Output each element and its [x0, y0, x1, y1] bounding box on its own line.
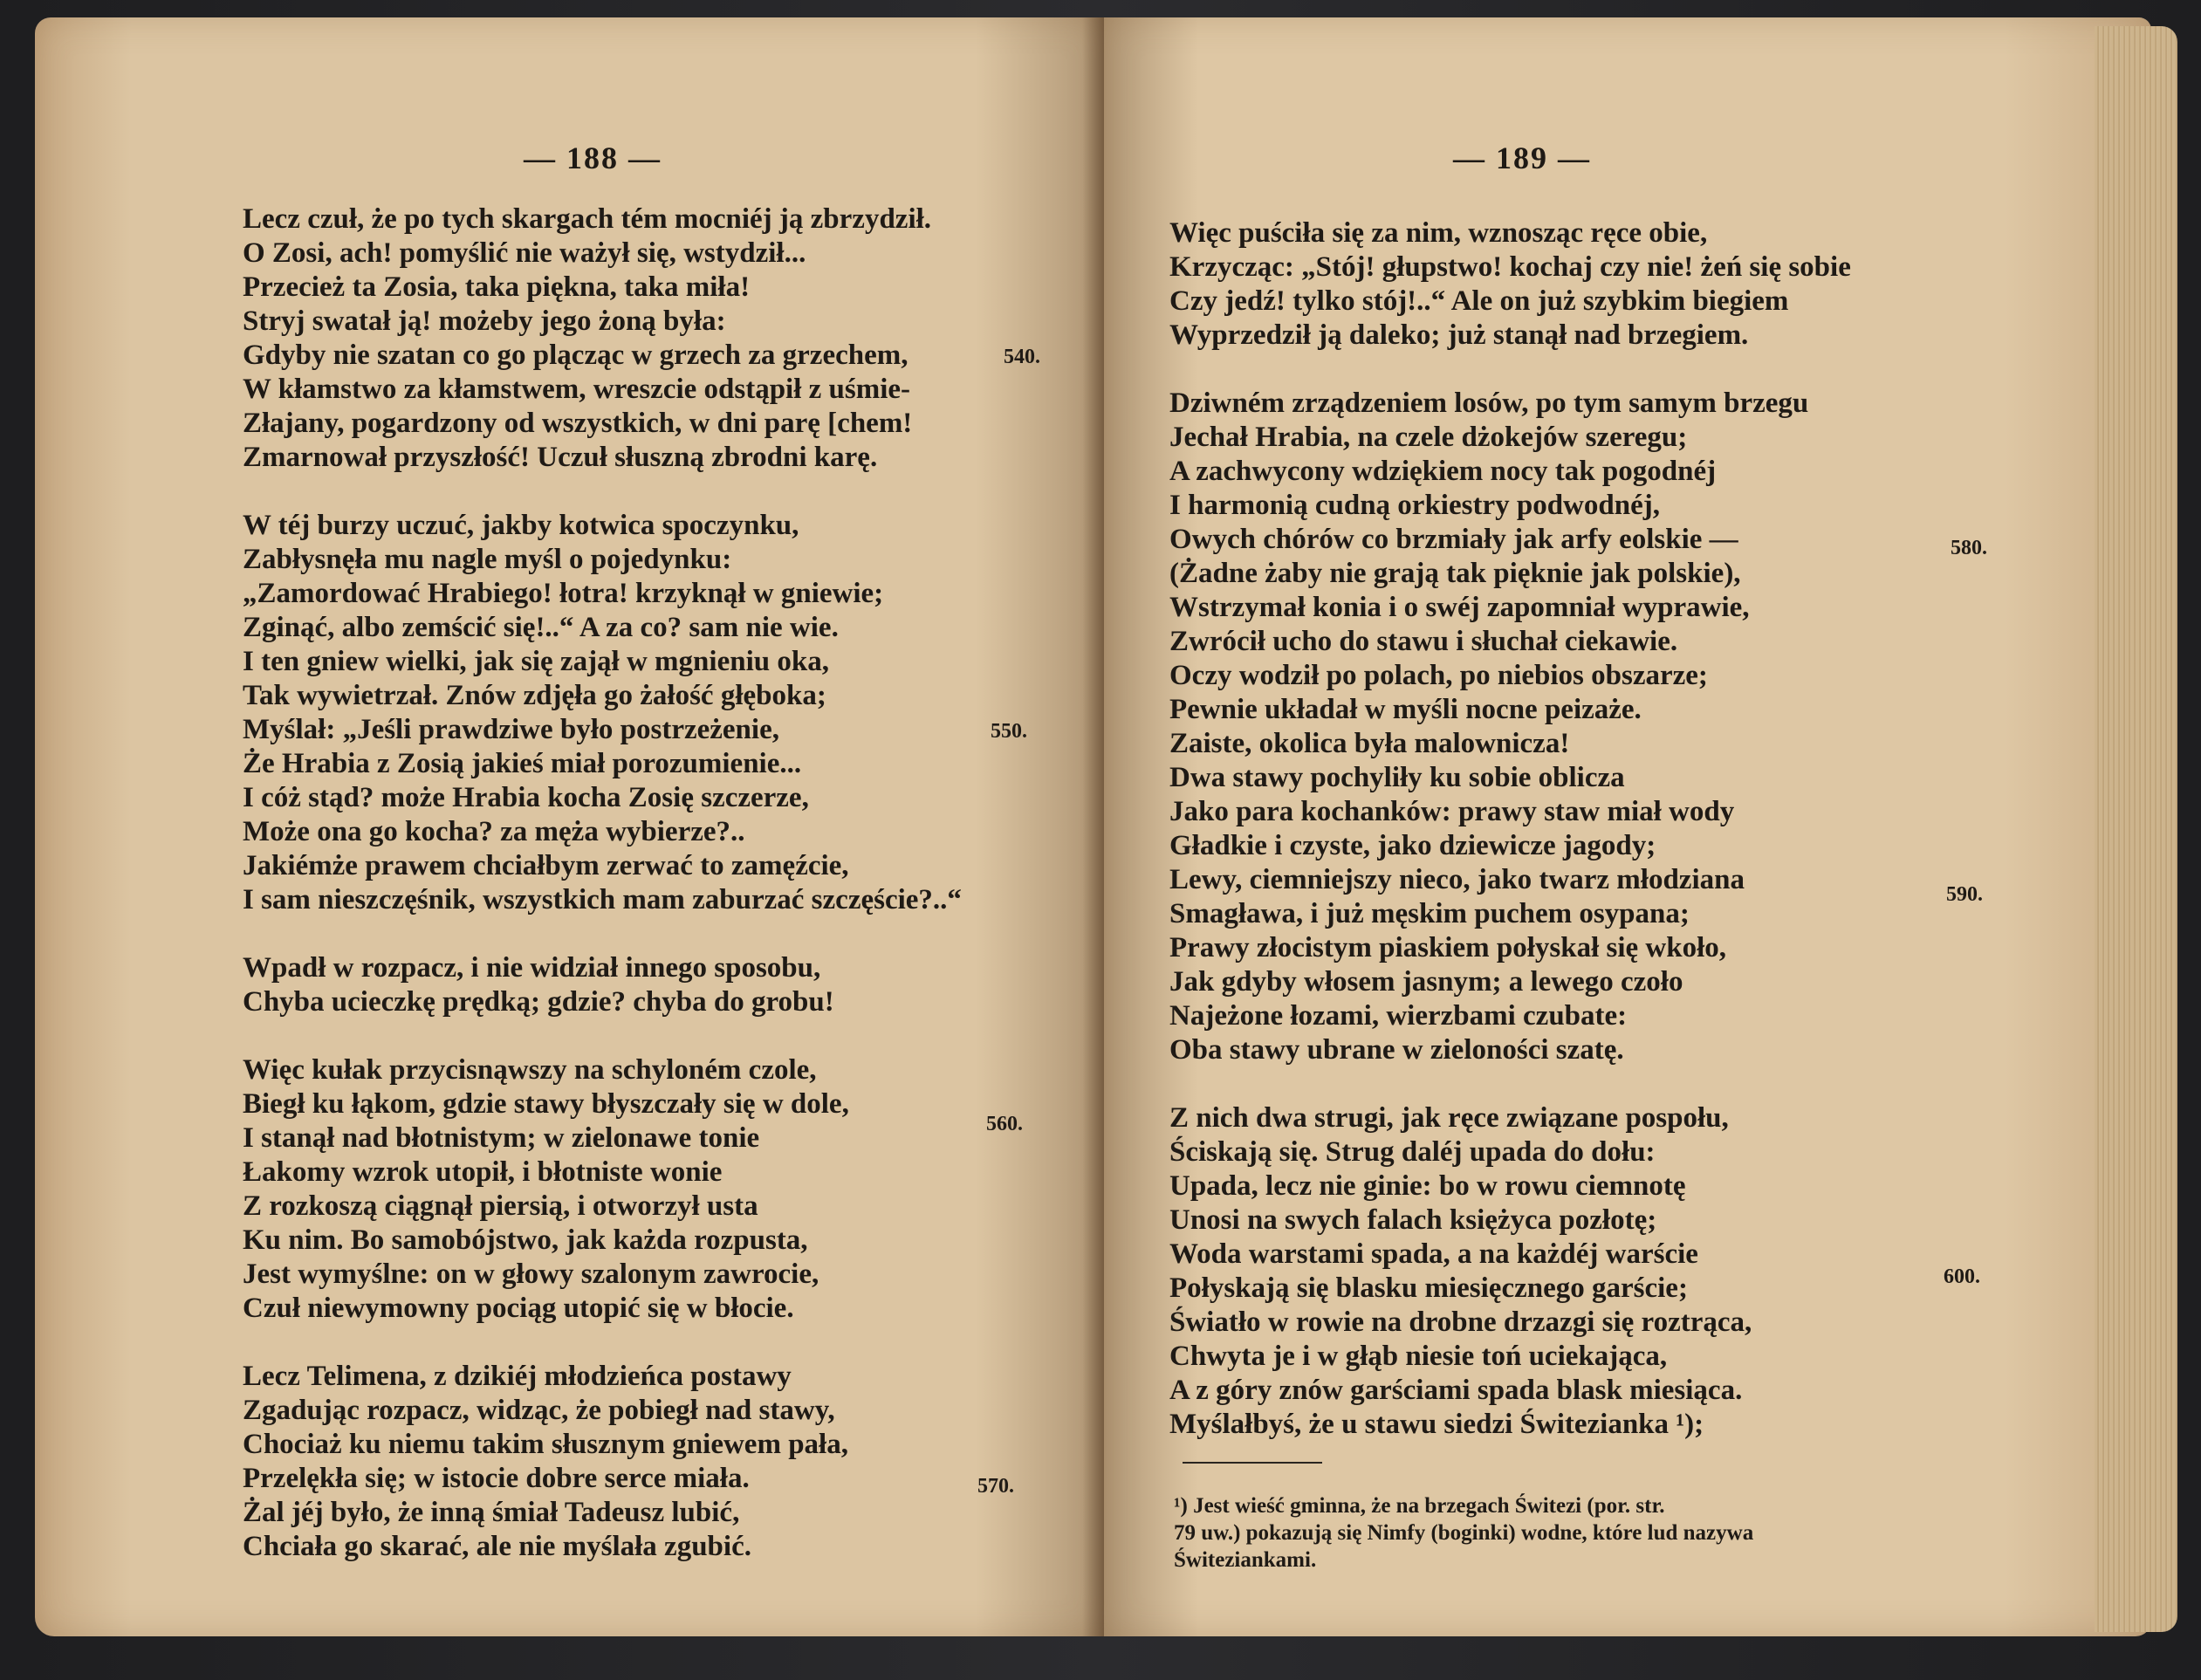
verse-line: Więc puściła się za nim, wznosząc ręce obie, — [1169, 217, 1708, 249]
verse-line: Ku nim. Bo samobójstwo, jak każda rozpusta, — [243, 1224, 808, 1256]
stanza-break — [1169, 1067, 1851, 1101]
verse-line: Najeżone łozami, wierzbami czubate: — [1169, 1000, 1628, 1032]
stanza-break — [243, 1326, 962, 1360]
verse-line: Zaiste, okolica była malownicza! — [1169, 728, 1570, 759]
page-number-left: — 188 — — [524, 141, 662, 175]
verse-line: Może ona go kocha? za męża wybierze?.. — [243, 816, 745, 847]
footnote-rule — [1183, 1462, 1322, 1464]
line-number: 600. — [1944, 1265, 1980, 1288]
verse-line: Lecz czuł, że po tych skargach tém mocniéj ją zbrzydził. — [243, 203, 932, 235]
verse-line: Jest wymyślne: on w głowy szalonym zawrocie, — [243, 1258, 819, 1290]
verse-line: I stanął nad błotnistym; w zielonawe tonie — [243, 1122, 760, 1154]
verse-line: Jak gdyby włosem jasnym; a lewego czoło — [1169, 966, 1683, 998]
line-number: 550. — [991, 720, 1027, 743]
verse-line: Wstrzymał konia i o swéj zapomniał wyprawie, — [1169, 592, 1750, 623]
verse-line: Owych chórów co brzmiały jak arfy eolskie — — [1169, 524, 1738, 555]
line-number: 560. — [986, 1113, 1023, 1135]
page-edges — [2095, 26, 2177, 1632]
stanza-break — [243, 1019, 962, 1053]
verse-line: Woda warstami spada, a na każdéj warście — [1169, 1238, 1698, 1270]
verse-line: Że Hrabia z Zosią jakieś miał porozumienie... — [243, 748, 802, 779]
verse-line: Ściskają się. Strug daléj upada do dołu: — [1169, 1136, 1656, 1168]
verse-line: I sam nieszczęśnik, wszystkich mam zaburzać szczęście?..“ — [243, 884, 962, 915]
verse-line: Dwa stawy pochyliły ku sobie oblicza — [1169, 762, 1625, 793]
line-number: 570. — [977, 1475, 1014, 1498]
right-verse-block — [1169, 216, 1851, 1442]
verse-line: Oczy wodził po polach, po niebios obszarze; — [1169, 660, 1708, 691]
verse-line: Żal jéj było, że inną śmiał Tadeusz lubić, — [243, 1497, 740, 1528]
verse-line: Myślał: „Jeśli prawdziwe było postrzeżenie, — [243, 714, 779, 745]
left-page — [35, 17, 1104, 1636]
verse-line: A z góry znów garściami spada blask miesiąca. — [1169, 1375, 1743, 1406]
verse-line: (Żadne żaby nie grają tak pięknie jak polskie), — [1169, 558, 1741, 589]
verse-line: Unosi na swych falach księżyca pozłotę; — [1169, 1204, 1657, 1236]
verse-line: Zgadując rozpacz, widząc, że pobiegł nad stawy, — [243, 1395, 835, 1426]
stanza-break — [1169, 353, 1851, 387]
verse-line: Jakiémże prawem chciałbym zerwać to zamęźcie, — [243, 850, 849, 881]
verse-line: O Zosi, ach! pomyślić nie ważył się, wstydził... — [243, 237, 806, 269]
footnote-line: Świteziankami. — [1174, 1548, 1317, 1572]
line-number: 540. — [1004, 346, 1040, 368]
footnote-line: 79 uw.) pokazują się Nimfy (boginki) wodne, które lud nazywa — [1174, 1521, 1754, 1545]
verse-line: „Zamordować Hrabiego! łotra! krzyknął w gniewie; — [243, 578, 884, 609]
verse-line: Oba stawy ubrane w zieloności szatę. — [1169, 1034, 1624, 1066]
verse-line: Myślałbyś, że u stawu siedzi Świtezianka ¹); — [1169, 1409, 1704, 1440]
stanza-break — [243, 917, 962, 951]
verse-line: Światło w rowie na drobne drzazgi się roztrąca, — [1169, 1306, 1752, 1338]
verse-line: I cóż stąd? może Hrabia kocha Zosię szczerze, — [243, 782, 809, 813]
verse-line: I ten gniew wielki, jak się zajął w mgnieniu oka, — [243, 646, 829, 677]
verse-line: Wyprzedził ją daleko; już stanął nad brzegiem. — [1169, 319, 1749, 351]
verse-line: Jechał Hrabia, na czele dżokejów szeregu; — [1169, 422, 1688, 453]
verse-line: Lecz Telimena, z dzikiéj młodzieńca postawy — [243, 1361, 792, 1392]
verse-line: Chwyta je i w głąb niesie toń uciekająca, — [1169, 1341, 1668, 1372]
verse-line: Stryj swatał ją! możeby jego żoną była: — [243, 305, 726, 337]
verse-line: Chyba ucieczkę prędką; gdzie? chyba do grobu! — [243, 986, 834, 1018]
verse-line: W téj burzy uczuć, jakby kotwica spoczynku, — [243, 510, 799, 541]
verse-line: Więc kułak przycisnąwszy na schyloném czole, — [243, 1054, 817, 1086]
verse-line: Tak wywietrzał. Znów zdjęła go żałość głęboka; — [243, 680, 826, 711]
verse-line: Łakomy wzrok utopił, i błotniste wonie — [243, 1156, 723, 1188]
verse-line: Gładkie i czyste, jako dziewicze jagody; — [1169, 830, 1656, 861]
line-number: 580. — [1951, 537, 1987, 559]
page-number-right: — 189 — — [1453, 141, 1591, 175]
verse-line: Przecież ta Zosia, taka piękna, taka miła! — [243, 271, 751, 303]
verse-line: Przelękła się; w istocie dobre serce miała. — [243, 1463, 750, 1494]
verse-line: Prawy złocistym piaskiem połyskał się wkoło, — [1169, 932, 1727, 963]
footnote — [1174, 1492, 2047, 1574]
verse-line: Zabłysnęła mu nagle myśl o pojedynku: — [243, 544, 732, 575]
verse-line: A zachwycony wdziękiem nocy tak pogodnéj — [1169, 456, 1717, 487]
verse-line: Biegł ku łąkom, gdzie stawy błyszczały się w dole, — [243, 1088, 849, 1120]
left-verse-block — [243, 202, 962, 1564]
verse-line: Wpadł w rozpacz, i nie widział innego sposobu, — [243, 952, 821, 984]
verse-line: Smagława, i już męskim puchem osypana; — [1169, 898, 1690, 929]
stanza-break — [243, 475, 962, 509]
verse-line: I harmonią cudną orkiestry podwodnéj, — [1169, 490, 1660, 521]
verse-line: Z rozkoszą ciągnął piersią, i otworzył usta — [243, 1190, 758, 1222]
verse-line: Dziwném zrządzeniem losów, po tym samym brzegu — [1169, 387, 1809, 419]
verse-line: Połyskają się blasku miesięcznego garście; — [1169, 1272, 1688, 1304]
verse-line: Krzycząc: „Stój! głupstwo! kochaj czy nie! żeń się sobie — [1169, 251, 1851, 283]
verse-line: Czuł niewymowny pociąg utopić się w błocie. — [243, 1293, 794, 1324]
verse-line: Chciała go skarać, ale nie myślała zgubić. — [243, 1531, 751, 1562]
verse-line: Zwrócił ucho do stawu i słuchał ciekawie. — [1169, 626, 1678, 657]
verse-line: Czy jedź! tylko stój!..“ Ale on już szybkim biegiem — [1169, 285, 1789, 317]
line-number: 590. — [1946, 883, 1983, 906]
verse-line: Zmarnował przyszłość! Uczuł słuszną zbrodni karę. — [243, 442, 878, 473]
verse-line: Jako para kochanków: prawy staw miał wody — [1169, 796, 1735, 827]
right-page — [1104, 17, 2151, 1636]
verse-line: Złajany, pogardzony od wszystkich, w dni parę [chem! — [243, 408, 913, 439]
verse-line: Lewy, ciemniejszy nieco, jako twarz młodziana — [1169, 864, 1745, 895]
verse-line: Z nich dwa strugi, jak ręce związane pospołu, — [1169, 1102, 1729, 1134]
verse-line: W kłamstwo za kłamstwem, wreszcie odstąpił z uśmie- — [243, 374, 911, 405]
verse-line: Upada, lecz nie ginie: bo w rowu ciemnotę — [1169, 1170, 1686, 1202]
verse-line: Gdyby nie szatan co go plącząc w grzech za grzechem, — [243, 339, 909, 371]
verse-line: Chociaż ku niemu takim słusznym gniewem pała, — [243, 1429, 848, 1460]
footnote-line: ¹) Jest wieść gminna, że na brzegach Świtezi (por. str. — [1174, 1494, 1665, 1518]
verse-line: Zginąć, albo zemścić się!..“ A za co? sam nie wie. — [243, 612, 839, 643]
verse-line: Pewnie układał w myśli nocne peizaże. — [1169, 694, 1642, 725]
